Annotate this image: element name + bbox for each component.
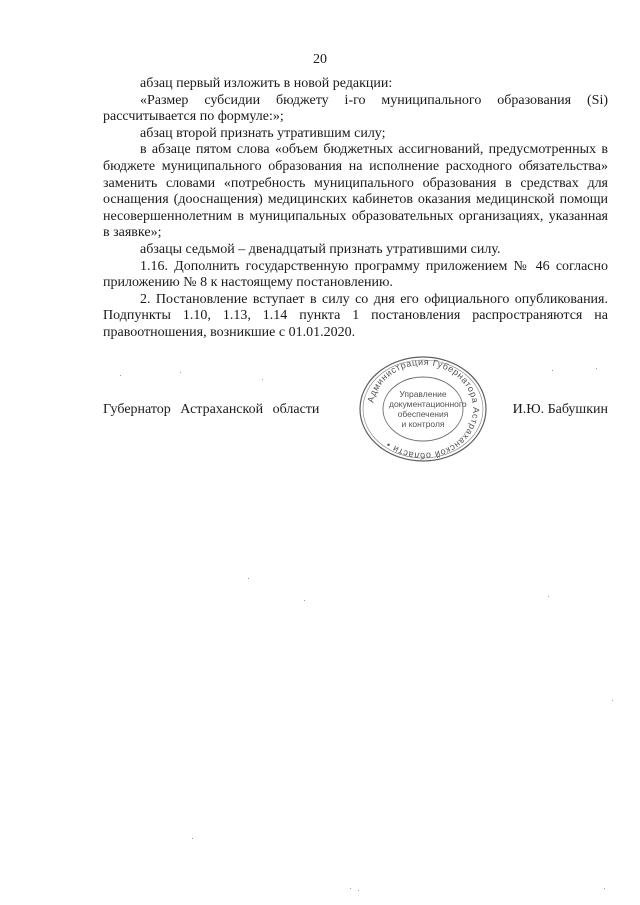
signatory-position: Губернатор Астраханской области xyxy=(103,402,320,417)
page-number: 20 xyxy=(313,52,327,67)
seal-inner-line: и контроля xyxy=(401,419,445,429)
seal-inner-line: обеспечения xyxy=(397,409,449,419)
seal-outer-text: Администрация Губернатора Астраханской области • xyxy=(365,356,482,462)
paragraph-7: 2. Постановление вступает в силу со дня его официального опубликования. Подпункты 1.10, 1.13, 1.14 пункта 1 постановления распространяются на правоотношения, возникшие с 01.01.2020. xyxy=(103,291,608,340)
document-body xyxy=(103,76,608,342)
paragraph-4: в абзаце пятом слова «объем бюджетных ассигнований, предусмотренных в бюджете муниципального образования на исполнение расходного обязательства» заменить словами «потребность муниципального образования в средствах для оснащения (дооснащения) медицинских кабинетов оказания медицинской помощи несовершеннолетним в муниципальных образовательных организациях, указанная в заявке»; xyxy=(103,142,608,241)
paragraph-1: абзац первый изложить в новой редакции: xyxy=(140,76,393,91)
paragraph-6: 1.16. Дополнить государственную программу приложением № 46 согласно приложению № 8 к настоящему постановлению. xyxy=(103,258,608,291)
signatory-name: И.Ю. Бабушкин xyxy=(512,402,608,417)
official-seal xyxy=(356,355,490,463)
seal-inner-line: документационного xyxy=(389,399,467,409)
paragraph-2: «Размер субсидии бюджету i-го муниципального образования (Si) рассчитывается по формуле:»; xyxy=(103,92,608,125)
paragraph-5: абзацы седьмой – двенадцатый признать утратившими силу. xyxy=(140,241,501,257)
seal-inner-line: Управление xyxy=(399,389,447,399)
seal-inner-text xyxy=(389,389,467,429)
paragraph-3: абзац второй признать утратившим силу; xyxy=(140,125,386,141)
